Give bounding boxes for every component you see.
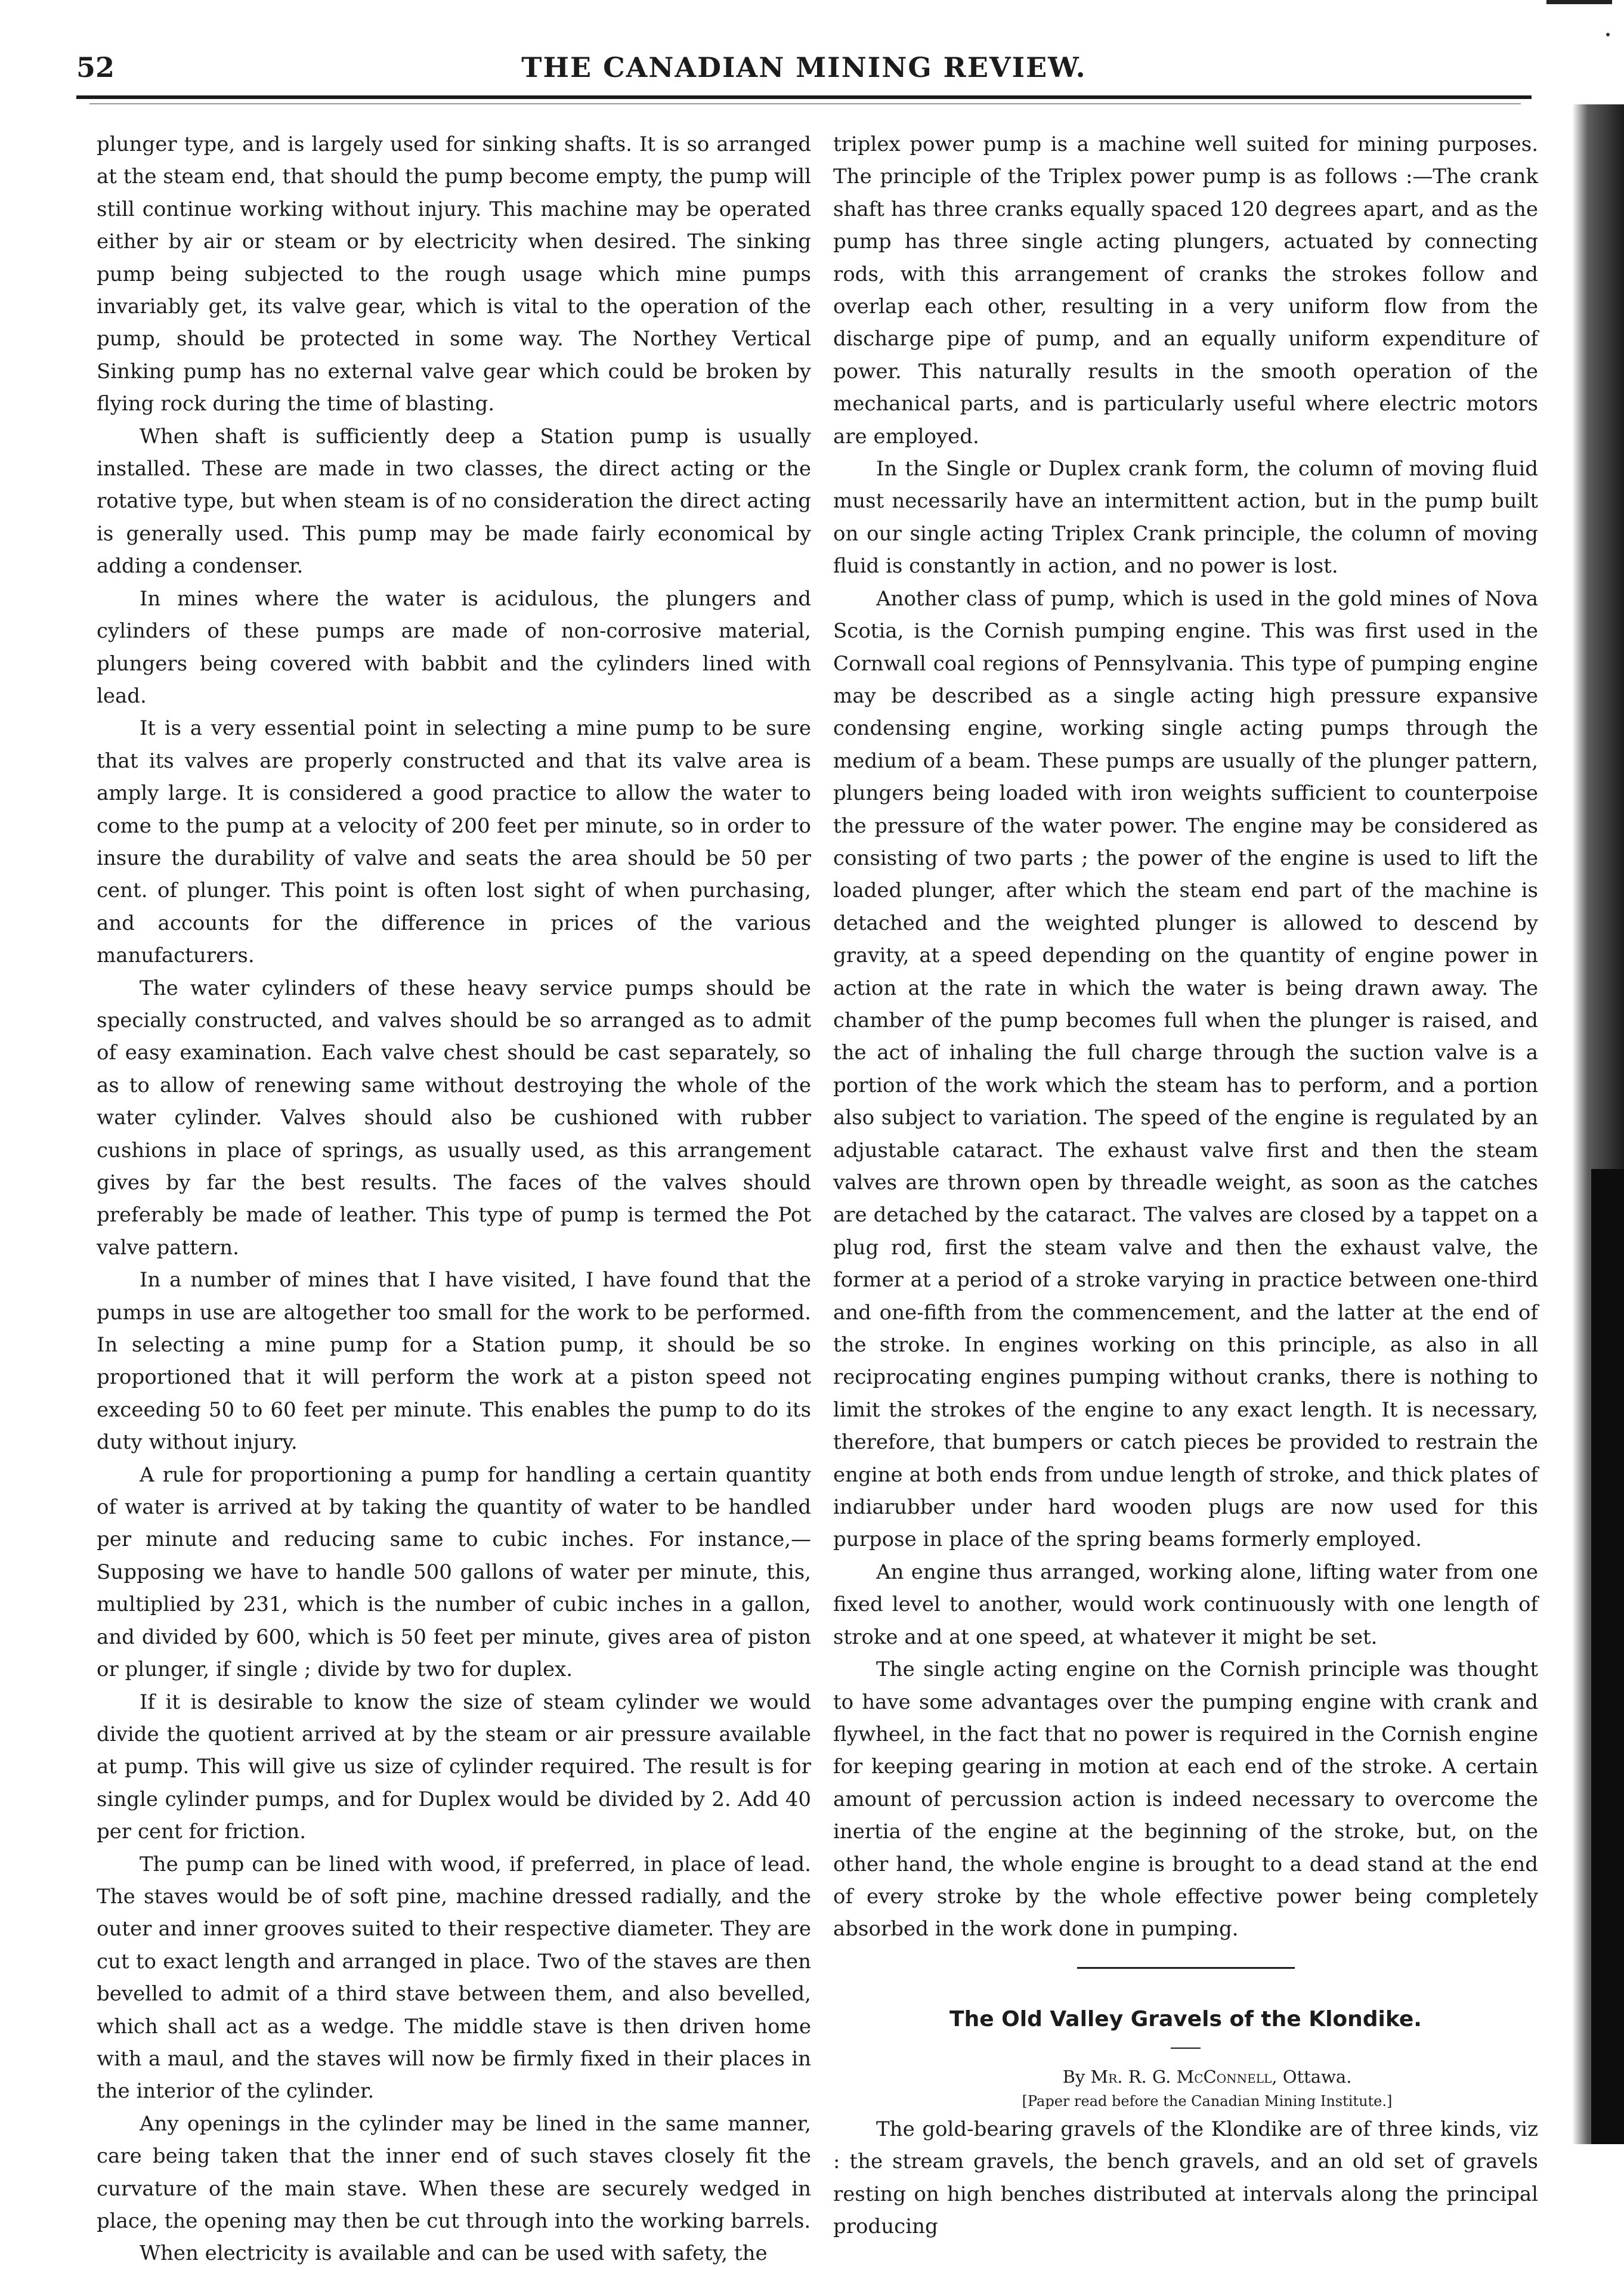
byline <box>833 2064 1538 2089</box>
paragraph: Another class of pump, which is used in the gold mines of Nova Scotia, is the Cornish pumping engine. This was first used in the Cornwall coal regions of Pennsylvania. This type of pumping engine may be described as a single acting high pressure expansive condensing engine, working single acting pumps through the medium of a beam. These pumps are usually of the plunger pattern, plungers being loaded with iron weights sufficient to counterpoise the pressure of the water power. The engine may be considered as consisting of two parts ; the power of the engine is used to lift the loaded plunger, after which the steam end part of the machine is detached and the weighted plunger is allowed to descend by gravity, at a speed depending on the quantity of engine power in action at the rate in which the water is being drawn away. The chamber of the pump becomes full when the plunger is raised, and the act of inhaling the full charge through the suction valve is a portion of the work which the steam has to perform, and a portion also subject to variation. The speed of the engine is regulated by an adjustable cataract. The exhaust valve first and then the steam valves are thrown open by threadle weight, as soon as the catches are detached by the cataract. The valves are closed by a tappet on a plug rod, first the steam valve and then the exhaust valve, the former at a period of a stroke varying in practice between one-third and one-fifth from the commencement, and the latter at the end of the stroke. In engines working on this principle, as also in all reciprocating engines pumping without cranks, there is nothing to limit the strokes of the engine to any exact length. It is necessary, therefore, that bumpers or catch pieces be provided to restrain the engine at both ends from undue length of stroke, and thick plates of indiarubber under hard wooden plugs are now used for this purpose in place of the spring beams formerly employed. <box>833 586 1538 1552</box>
left-column <box>97 128 811 2270</box>
page-header <box>76 51 1532 99</box>
paragraph: triplex power pump is a machine well suited for mining purposes. The principle of the Triplex power pump is as follows :—The crank shaft has three cranks equally spaced 120 degrees apart, and as the pump has three single acting plungers, actuated by connecting rods, with this arrangement of cranks the strokes follow and overlap each other, resulting in a very uniform flow from the discharge pipe of pump, and an equally uniform expenditure of power. This naturally results in the smooth operation of the mechanical parts, and is particularly useful where electric motors are employed. <box>833 132 1538 449</box>
paragraph: In mines where the water is acidulous, the plungers and cylinders of these pumps are made of non-corrosive material, plungers being covered with babbit and the cylinders lined with lead. <box>97 586 811 708</box>
byline-author: Mr. R. G. McConnell <box>1090 2066 1272 2087</box>
article-title: The Old Valley Gravels of the Klondike. <box>949 2006 1422 2031</box>
corner-scan-mark <box>1546 0 1612 4</box>
paragraph: The single acting engine on the Cornish principle was thought to have some advantages over the pumping engine with crank and flywheel, in the fact that no power is required in the Cornish engine for keeping gearing in motion at each end of the stroke. A certain amount of percussion action is indeed necessary to overcome the inertia of the engine at the beginning of the stroke, but, on the other hand, the whole engine is brought to a dead stand at the end of every stroke by the whole effective power being completely absorbed in the work done in pumping. <box>833 1657 1538 1941</box>
page-number: 52 <box>76 51 115 83</box>
paragraph: If it is desirable to know the size of steam cylinder we would divide the quotient arrived at by the steam or air pressure available at pump. This will give us size of cylinder required. The result is for single cylinder pumps, and for Duplex would be divided by 2. Add 40 per cent for friction. <box>97 1690 811 1844</box>
paragraph: Any openings in the cylinder may be lined in the same manner, care being taken that the inner end of such staves closely fit the curvature of the main stave. When these are securely wedged in place, the opening may then be cut through into the working barrels. <box>97 2111 811 2233</box>
paragraph: In a number of mines that I have visited, I have found that the pumps in use are altogether too small for the work to be performed. In selecting a mine pump for a Station pump, it should be so proportioned that it will perform the work at a piston speed not exceeding 50 to 60 feet per minute. This enables the pump to do its duty without injury. <box>97 1268 811 1455</box>
corner-scan-dot <box>1606 33 1610 36</box>
header-rule-secondary <box>89 103 1521 104</box>
paragraph: The gold-bearing gravels of the Klondike are of three kinds, viz : the stream gravels, the bench gravels, and an old set of gravels resting on high benches distributed at intervals along the principal producing <box>833 2117 1538 2238</box>
paragraph: When electricity is available and can be used with safety, the <box>140 2241 768 2266</box>
section-divider <box>1077 1967 1295 1969</box>
running-title: THE CANADIAN MINING REVIEW. <box>521 51 1087 83</box>
byline-prefix: By <box>1062 2066 1085 2087</box>
byline-place: , Ottawa. <box>1272 2066 1352 2087</box>
paragraph: When shaft is sufficiently deep a Station pump is usually installed. These are made in two classes, the direct acting or the rotative type, but when steam is of no consideration the direct acting is generally used. This pump may be made fairly economical by adding a condenser. <box>97 424 811 579</box>
paragraph: The pump can be lined with wood, if preferred, in place of lead. The staves would be of soft pine, machine dressed radially, and the outer and inner grooves suited to their respective diameter. They are cut to exact length and arranged in place. Two of the staves are then bevelled to admit of a third stave between them, and also bevelled, which shall act as a wedge. The middle stave is then driven home with a maul, and the staves will now be firmly fixed in their places in the interior of the cylinder. <box>97 1852 811 2104</box>
article-note: [Paper read before the Canadian Mining Institute.] <box>1022 2092 1393 2110</box>
binding-shadow-dark <box>1591 1169 1624 2144</box>
title-rule <box>1171 2048 1201 2049</box>
paragraph: A rule for proportioning a pump for handling a certain quantity of water is arrived at by taking the quantity of water to be handled per minute and reducing same to cubic inches. For instance,—Supposing we have to handle 500 gallons of water per minute, this, multiplied by 231, which is the number of cubic inches in a gallon, and divided by 600, which is 50 feet per minute, gives area of piston or plunger, if single ; divide by two for duplex. <box>97 1462 811 1682</box>
right-column <box>833 128 1538 2243</box>
paragraph: An engine thus arranged, working alone, lifting water from one fixed level to another, would work continuously with one length of stroke and at one speed, at whatever it might be set. <box>833 1560 1538 1649</box>
paragraph: plunger type, and is largely used for sinking shafts. It is so arranged at the steam end, that should the pump become empty, the pump will still continue working without injury. This machine may be operated either by air or steam or by electricity when desired. The sinking pump being subjected to the rough usage which mine pumps invariably get, its valve gear, which is vital to the operation of the pump, should be protected in some way. The Northey Vertical Sinking pump has no external valve gear which could be broken by flying rock during the time of blasting. <box>97 132 811 416</box>
header-rule <box>76 95 1532 99</box>
paragraph: It is a very essential point in selecting a mine pump to be sure that its valves are properly constructed and that its valve area is amply large. It is considered a good practice to allow the water to come to the pump at a velocity of 200 feet per minute, so in order to insure the durability of valve and seats the area should be 50 per cent. of plunger. This point is often lost sight of when purchasing, and accounts for the difference in prices of the various manufacturers. <box>97 716 811 968</box>
paragraph: In the Single or Duplex crank form, the column of moving fluid must necessarily have an intermittent action, but in the pump built on our single acting Triplex Crank principle, the column of moving fluid is constantly in action, and no power is lost. <box>833 457 1538 579</box>
paragraph: The water cylinders of these heavy service pumps should be specially constructed, and valves should be so arranged as to admit of easy examination. Each valve chest should be cast separately, so as to allow of renewing same without destroying the whole of the water cylinder. Valves should also be cushioned with rubber cushions in place of springs, as usually used, as this arrangement gives by far the best results. The faces of the valves should preferably be made of leather. This type of pump is termed the Pot valve pattern. <box>97 976 811 1260</box>
